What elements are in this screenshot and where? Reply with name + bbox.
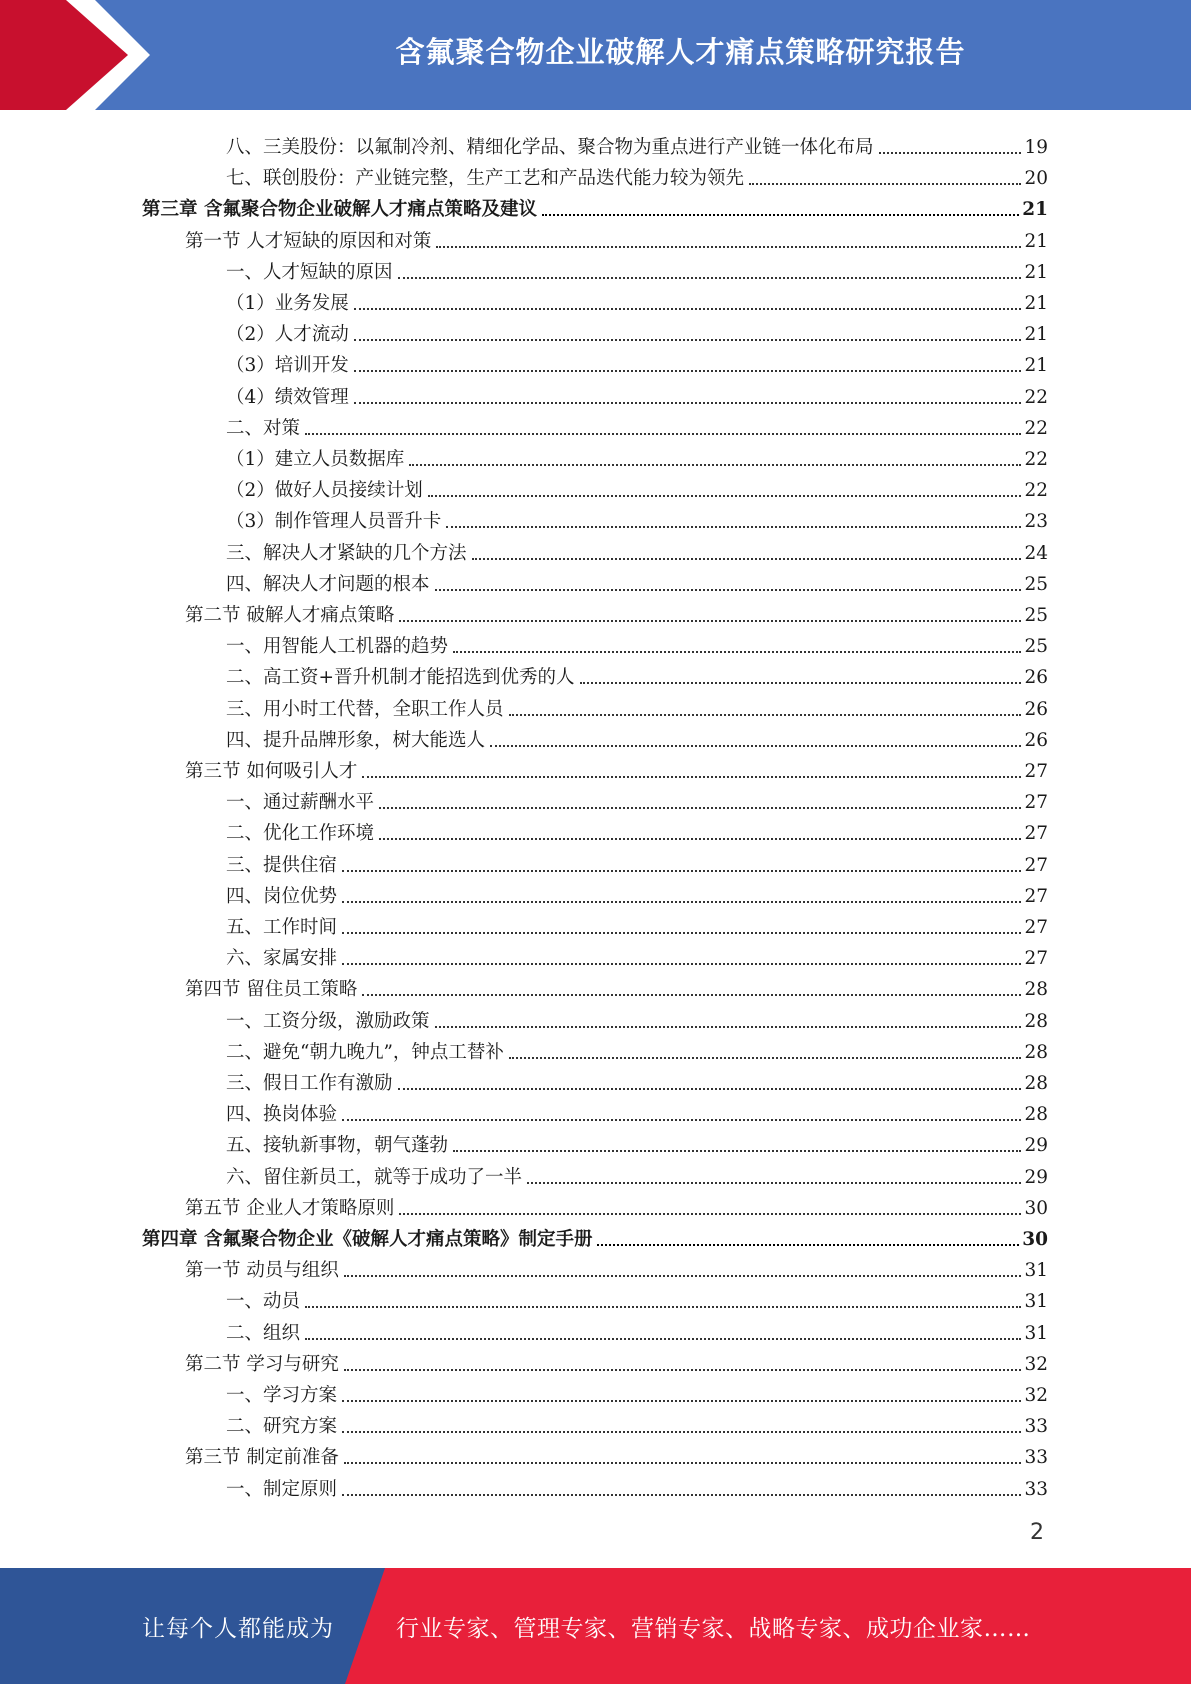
toc-item-entry[interactable]: [226, 846, 1048, 877]
toc-dot-leader: [453, 651, 1021, 653]
toc-item-entry[interactable]: [226, 783, 1048, 814]
toc-dot-leader: [446, 526, 1021, 528]
toc-page-number: 32: [1024, 1353, 1048, 1375]
toc-dot-leader: [472, 558, 1022, 560]
toc-dot-leader: [435, 589, 1022, 591]
toc-page-number: 27: [1024, 917, 1048, 938]
toc-entry-title: 一、工资分级，激励政策: [226, 1010, 430, 1032]
toc-entry-title: 第五节 企业人才策略原则: [185, 1197, 395, 1219]
toc-dot-leader: [490, 745, 1021, 747]
toc-chapter-entry[interactable]: [142, 1220, 1048, 1251]
toc-page-number: 29: [1024, 1166, 1048, 1188]
toc-page-number: 22: [1024, 386, 1048, 408]
toc-page-number: 26: [1024, 667, 1048, 689]
toc-page-number: 28: [1024, 979, 1048, 1001]
toc-page-number: 21: [1022, 199, 1048, 221]
toc-entry-title: 二、优化工作环境: [226, 823, 375, 845]
footer-slogan-right: 行业专家、管理专家、营销专家、战略专家、成功企业家……: [396, 1615, 1031, 1642]
toc-entry-title: 一、动员: [226, 1291, 301, 1313]
toc-page-number: 28: [1024, 1104, 1048, 1126]
toc-page-number: 22: [1024, 417, 1048, 439]
footer-slogan-left: 让每个人都能成为: [142, 1615, 334, 1642]
toc-dot-leader: [342, 963, 1021, 965]
toc-entry-title: （2）人才流动: [226, 324, 349, 346]
toc-dot-leader: [342, 1431, 1021, 1433]
toc-dot-leader: [354, 339, 1022, 341]
toc-item-entry[interactable]: [226, 315, 1048, 346]
toc-page-number: 21: [1024, 230, 1048, 252]
toc-dot-leader: [398, 277, 1022, 279]
toc-page-number: 25: [1024, 605, 1048, 626]
toc-item-entry[interactable]: [226, 471, 1048, 502]
toc-section-entry[interactable]: [185, 222, 1048, 253]
toc-item-entry[interactable]: [226, 284, 1048, 315]
toc-item-entry[interactable]: [226, 1158, 1048, 1189]
toc-entry-title: （2）做好人员接续计划: [226, 480, 423, 502]
toc-item-entry[interactable]: [226, 534, 1048, 565]
toc-dot-leader: [399, 620, 1021, 622]
toc-item-entry[interactable]: [226, 440, 1048, 471]
toc-page-number: 23: [1024, 511, 1048, 533]
toc-page-number: 25: [1024, 573, 1048, 595]
toc-entry-title: 二、避免“朝九晚九”，钟点工替补: [226, 1041, 504, 1063]
toc-item-entry[interactable]: [226, 1002, 1048, 1033]
toc-entry-title: 二、高工资+晋升机制才能招选到优秀的人: [226, 667, 575, 689]
toc-dot-leader: [509, 714, 1022, 716]
toc-dot-leader: [344, 1462, 1022, 1464]
toc-item-entry[interactable]: [226, 1064, 1048, 1095]
toc-item-entry[interactable]: [226, 1407, 1048, 1438]
toc-page-number: 25: [1024, 636, 1048, 658]
toc-dot-leader: [879, 152, 1022, 154]
toc-page-number: 27: [1024, 854, 1048, 876]
toc-entry-title: 第一节 动员与组织: [185, 1260, 339, 1282]
toc-page-number: 33: [1024, 1478, 1048, 1500]
toc-dot-leader: [362, 776, 1021, 778]
toc-item-entry[interactable]: [226, 814, 1048, 845]
toc-page-number: 33: [1024, 1416, 1048, 1438]
toc-dot-leader: [342, 1119, 1021, 1121]
toc-entry-title: 六、留住新员工，就等于成功了一半: [226, 1166, 523, 1188]
toc-dot-leader: [305, 1306, 1021, 1308]
toc-entry-title: 一、用智能人工机器的趋势: [226, 636, 449, 658]
toc-dot-leader: [749, 183, 1021, 185]
toc-item-entry[interactable]: [226, 502, 1048, 533]
page-header: [0, 0, 1191, 110]
toc-item-entry[interactable]: [226, 658, 1048, 689]
toc-page-number: 28: [1024, 1073, 1048, 1094]
toc-entry-title: 三、解决人才紧缺的几个方法: [226, 542, 467, 564]
toc-dot-leader: [354, 308, 1022, 310]
toc-dot-leader: [379, 838, 1021, 840]
toc-dot-leader: [354, 402, 1022, 404]
toc-dot-leader: [379, 807, 1021, 809]
toc-section-entry[interactable]: [185, 596, 1048, 627]
toc-entry-title: 一、人才短缺的原因: [226, 261, 393, 283]
toc-entry-title: 第二节 学习与研究: [185, 1353, 339, 1375]
toc-dot-leader: [305, 433, 1021, 435]
toc-entry-title: 四、换岗体验: [226, 1104, 338, 1126]
toc-page-number: 20: [1024, 168, 1048, 190]
toc-entry-title: 第四章 含氟聚合物企业《破解人才痛点策略》制定手册: [142, 1229, 593, 1250]
toc-entry-title: 二、研究方案: [226, 1416, 338, 1438]
toc-page-number: 27: [1024, 948, 1048, 970]
toc-chapter-entry[interactable]: [142, 190, 1048, 221]
toc-dot-leader: [542, 214, 1019, 216]
toc-page-number: 31: [1024, 1260, 1048, 1282]
toc-entry-title: 一、制定原则: [226, 1478, 338, 1500]
toc-entry-title: 第三章 含氟聚合物企业破解人才痛点策略及建议: [142, 199, 537, 221]
toc-section-entry[interactable]: [185, 752, 1048, 783]
toc-item-entry[interactable]: [226, 690, 1048, 721]
toc-section-entry[interactable]: [185, 970, 1048, 1001]
toc-dot-leader: [580, 682, 1022, 684]
toc-item-entry[interactable]: [226, 1470, 1048, 1501]
toc-entry-title: 第三节 如何吸引人才: [185, 761, 358, 782]
toc-dot-leader: [362, 994, 1021, 996]
toc-dot-leader: [453, 1150, 1021, 1152]
report-title: 含氟聚合物企业破解人才痛点策略研究报告: [395, 34, 966, 69]
toc-entry-title: 四、提升品牌形象，树大能选人: [226, 729, 486, 751]
toc-entry-title: 六、家属安排: [226, 948, 338, 970]
toc-section-entry[interactable]: [185, 1251, 1048, 1282]
toc-dot-leader: [398, 1088, 1022, 1090]
toc-page-number: 24: [1024, 542, 1048, 564]
toc-dot-leader: [305, 1338, 1021, 1340]
toc-page-number: 28: [1024, 1010, 1048, 1032]
toc-dot-leader: [435, 1026, 1022, 1028]
toc-item-entry[interactable]: [226, 159, 1048, 190]
toc-entry-title: 五、接轨新事物，朝气蓬勃: [226, 1135, 449, 1157]
toc-item-entry[interactable]: [226, 877, 1048, 908]
toc-page-number: 22: [1024, 449, 1048, 470]
toc-page-number: 19: [1024, 137, 1048, 158]
toc-page-number: 31: [1024, 1291, 1048, 1313]
toc-page-number: 27: [1024, 885, 1048, 907]
toc-entry-title: 五、工作时间: [226, 917, 338, 938]
toc-entry-title: 七、联创股份：产业链完整，生产工艺和产品迭代能力较为领先: [226, 168, 745, 190]
toc-entry-title: （1）建立人员数据库: [226, 449, 405, 470]
toc-section-entry[interactable]: [185, 1189, 1048, 1220]
toc-page-number: 32: [1024, 1385, 1048, 1406]
toc-item-entry[interactable]: [226, 721, 1048, 752]
toc-entry-title: 第一节 人才短缺的原因和对策: [185, 230, 432, 252]
toc-entry-title: （1）业务发展: [226, 293, 349, 314]
toc-section-entry[interactable]: [185, 1438, 1048, 1469]
toc-page-number: 21: [1024, 261, 1048, 283]
toc-item-entry[interactable]: [226, 908, 1048, 939]
toc-entry-title: 四、岗位优势: [226, 885, 338, 907]
toc-dot-leader: [527, 1182, 1021, 1184]
toc-dot-leader: [342, 870, 1021, 872]
toc-dot-leader: [509, 1057, 1022, 1059]
toc-page-number: 31: [1024, 1322, 1048, 1344]
toc-page-number: 21: [1024, 355, 1048, 377]
toc-entry-title: 第二节 破解人才痛点策略: [185, 605, 395, 626]
toc-item-entry[interactable]: [226, 1095, 1048, 1126]
page-footer: [0, 1568, 1191, 1684]
toc-item-entry[interactable]: [226, 1033, 1048, 1064]
toc-dot-leader: [342, 1400, 1021, 1402]
toc-section-entry[interactable]: [185, 1345, 1048, 1376]
page-number: 2: [1030, 1520, 1044, 1545]
toc-dot-leader: [354, 370, 1022, 372]
toc-item-entry[interactable]: [226, 627, 1048, 658]
toc-entry-title: 三、假日工作有激励: [226, 1073, 393, 1094]
toc-entry-title: 四、解决人才问题的根本: [226, 573, 430, 595]
toc-page-number: 26: [1024, 698, 1048, 720]
toc-item-entry[interactable]: [226, 378, 1048, 409]
toc-dot-leader: [399, 1213, 1021, 1215]
toc-item-entry[interactable]: [226, 128, 1048, 159]
toc-dot-leader: [436, 246, 1021, 248]
toc-entry-title: 三、用小时工代替，全职工作人员: [226, 698, 504, 720]
toc-item-entry[interactable]: [226, 1314, 1048, 1345]
toc-page-number: 27: [1024, 761, 1048, 782]
toc-page-number: 26: [1024, 729, 1048, 751]
toc-dot-leader: [344, 1369, 1022, 1371]
toc-dot-leader: [342, 901, 1021, 903]
toc-dot-leader: [342, 932, 1021, 934]
toc-page-number: 33: [1024, 1447, 1048, 1469]
toc-entry-title: 第三节 制定前准备: [185, 1447, 339, 1469]
toc-item-entry[interactable]: [226, 939, 1048, 970]
toc-entry-title: 一、学习方案: [226, 1385, 338, 1406]
toc-item-entry[interactable]: [226, 1282, 1048, 1313]
toc-page-number: 21: [1024, 324, 1048, 346]
toc-page-number: 30: [1022, 1229, 1048, 1250]
toc-item-entry[interactable]: [226, 1376, 1048, 1407]
toc-page-number: 27: [1024, 823, 1048, 845]
toc-dot-leader: [344, 1275, 1022, 1277]
toc-entry-title: 三、提供住宿: [226, 854, 338, 876]
toc-entry-title: 第四节 留住员工策略: [185, 979, 358, 1001]
toc-entry-title: （3）制作管理人员晋升卡: [226, 511, 442, 533]
toc-dot-leader: [597, 1244, 1019, 1246]
toc-entry-title: 一、通过薪酬水平: [226, 792, 375, 814]
toc-page-number: 30: [1024, 1197, 1048, 1219]
toc-item-entry[interactable]: [226, 565, 1048, 596]
toc-item-entry[interactable]: [226, 346, 1048, 377]
toc-entry-title: （4）绩效管理: [226, 386, 349, 408]
toc-dot-leader: [428, 495, 1022, 497]
toc-item-entry[interactable]: [226, 409, 1048, 440]
toc-page-number: 22: [1024, 480, 1048, 502]
toc-entry-title: 八、三美股份：以氟制冷剂、精细化学品、聚合物为重点进行产业链一体化布局: [226, 137, 874, 158]
toc-page-number: 29: [1024, 1135, 1048, 1157]
toc-dot-leader: [342, 1494, 1021, 1496]
toc-entry-title: 二、组织: [226, 1322, 301, 1344]
toc-dot-leader: [409, 464, 1021, 466]
toc-page-number: 21: [1024, 293, 1048, 314]
toc-entry-title: 二、对策: [226, 417, 301, 439]
toc-item-entry[interactable]: [226, 253, 1048, 284]
toc-page-number: 27: [1024, 792, 1048, 814]
toc-item-entry[interactable]: [226, 1126, 1048, 1157]
toc-entry-title: （3）培训开发: [226, 355, 349, 377]
toc-page-number: 28: [1024, 1041, 1048, 1063]
